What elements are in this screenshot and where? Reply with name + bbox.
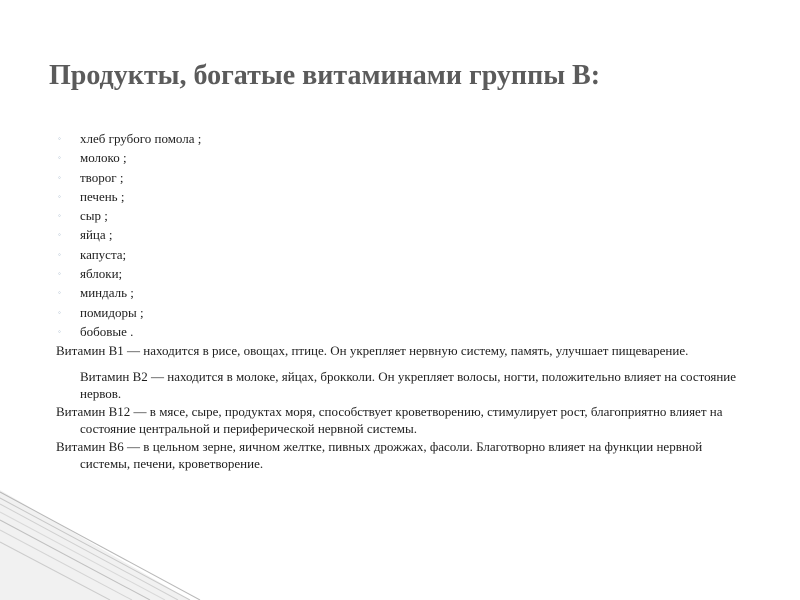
list-item — [56, 149, 746, 167]
slide-content — [56, 130, 746, 473]
list-item — [56, 130, 746, 148]
list-item — [56, 207, 746, 225]
list-item — [56, 304, 746, 322]
decorative-corner-lines — [0, 490, 800, 600]
bullet-icon: ◦ — [58, 269, 61, 279]
bullet-icon: ◦ — [58, 288, 61, 298]
list-item-text: творог ; — [80, 169, 124, 185]
list-item-text: сыр ; — [80, 208, 108, 224]
bullet-icon: ◦ — [58, 191, 61, 201]
list-item — [56, 265, 746, 283]
bullet-icon: ◦ — [58, 326, 61, 336]
bullet-icon: ◦ — [58, 153, 61, 163]
food-list — [56, 130, 746, 340]
bullet-icon: ◦ — [58, 230, 61, 240]
bullet-icon: ◦ — [58, 249, 61, 259]
list-item — [56, 246, 746, 264]
list-item-text: бобовые . — [80, 323, 134, 339]
list-item-text: печень ; — [80, 188, 125, 204]
list-item-text: яйца ; — [80, 227, 113, 243]
bullet-icon: ◦ — [58, 307, 61, 317]
list-item-text: яблоки; — [80, 266, 123, 282]
bullet-icon: ◦ — [58, 211, 61, 221]
list-item — [56, 323, 746, 341]
list-item — [56, 188, 746, 206]
list-item-text: миндаль ; — [80, 285, 134, 301]
list-item-text: молоко ; — [80, 150, 127, 166]
list-item-text: капуста; — [80, 246, 127, 262]
list-item-text: помидоры ; — [80, 304, 144, 320]
list-item — [56, 226, 746, 244]
vitamin-b1-paragraph: Витамин В1 — находится в рисе, овощах, птице. Он укрепляет нервную систему, память, улучшает пищеварение. — [56, 343, 689, 359]
bullet-icon: ◦ — [58, 134, 61, 143]
vitamin-b2-paragraph: Витамин В2 — находится в молоке, яйцах, брокколи. Он укрепляет волосы, ногти, положительно влияет на состояние нервов. — [80, 368, 737, 402]
list-item — [56, 169, 746, 187]
paragraph-spacer — [56, 360, 746, 368]
vitamin-b12-paragraph: Витамин В12 — в мясе, сыре, продуктах моря, способствует кроветворению, стимулирует рост, благоприятно влияет на состояние центральной и периферической нервной системы. — [56, 403, 723, 437]
vitamin-b6-paragraph: Витамин В6 — в цельном зерне, яичном желтке, пивных дрожжах, фасоли. Благотворно влияет на функции нервной системы, печени, кроветворение. — [56, 438, 703, 472]
slide-title: Продукты, богатые витаминами группы В: — [49, 60, 601, 91]
list-item-text: хлеб грубого помола ; — [80, 131, 202, 146]
list-item — [56, 284, 746, 302]
bullet-icon: ◦ — [58, 172, 61, 182]
